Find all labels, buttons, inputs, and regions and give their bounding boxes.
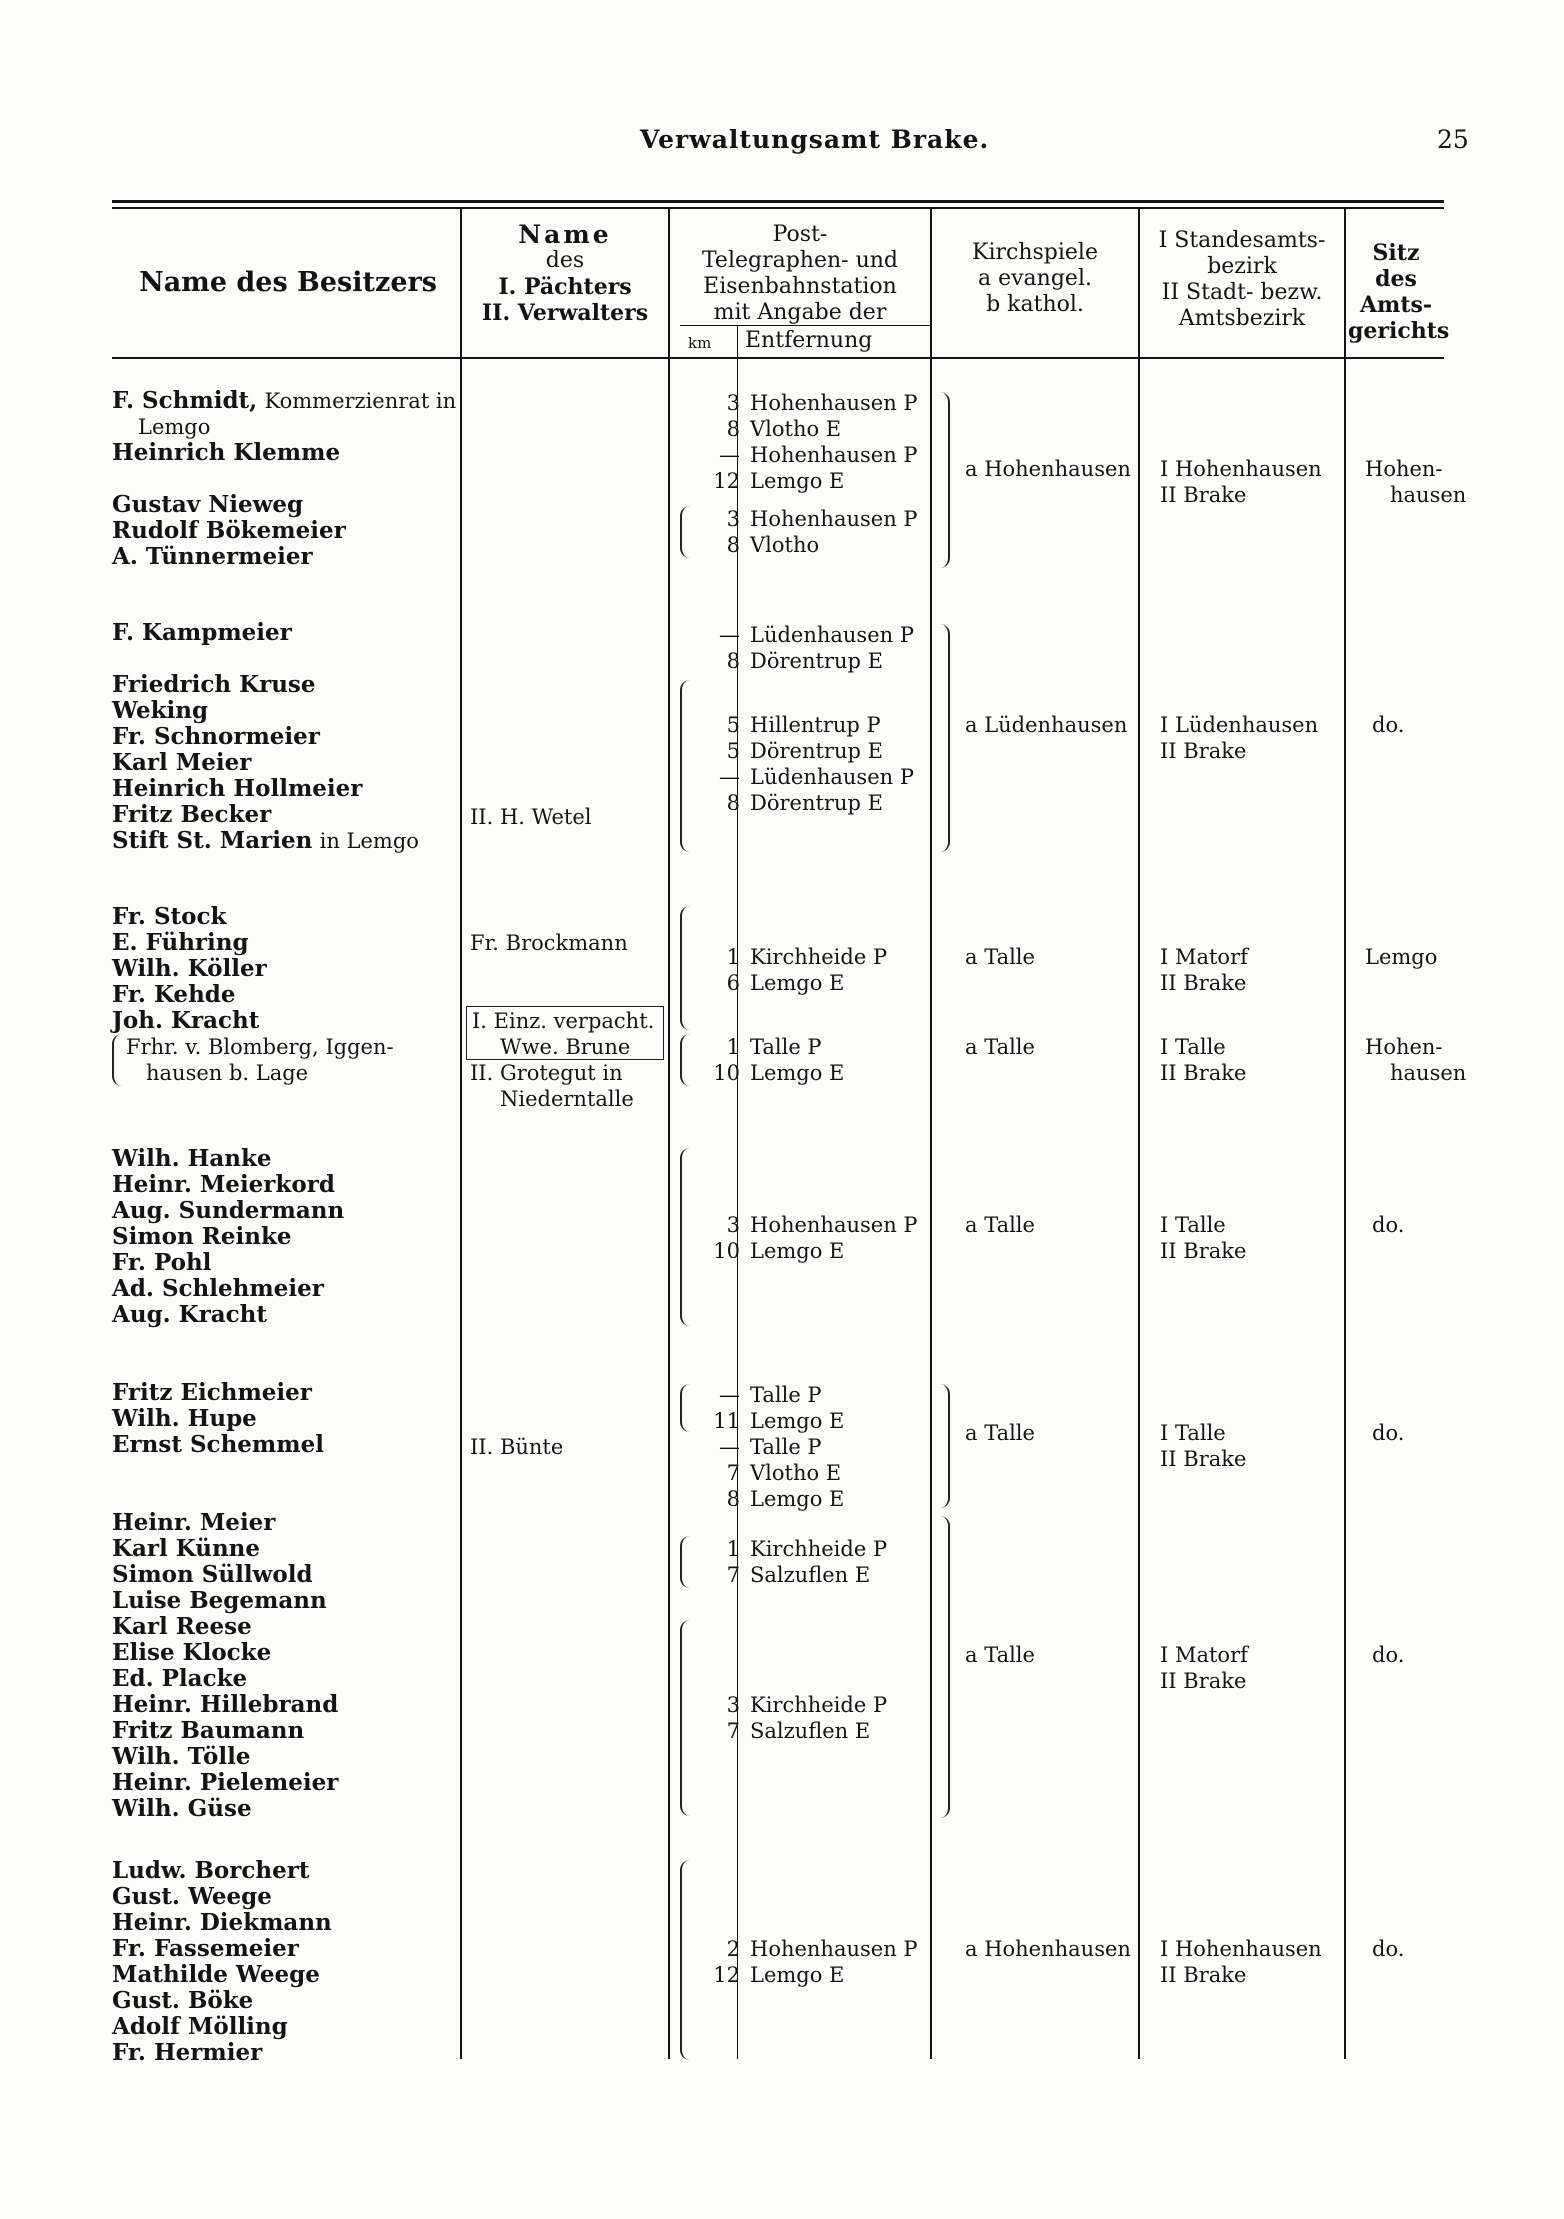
owner-row: Aug. Kracht [112, 1301, 268, 1328]
tenant-h2: des [545, 248, 585, 273]
km-brace [680, 1536, 690, 1588]
registry-h4: Amtsbezirk [1178, 306, 1306, 331]
owner-row: Heinr. Pielemeier [112, 1769, 339, 1796]
owner-row: Karl Künne [112, 1535, 261, 1562]
owner-row: Fr. Schnormeier [112, 723, 320, 750]
km-value: 1 [726, 1537, 740, 1561]
col-header-registry [1142, 228, 1342, 332]
top-rule-2 [112, 207, 1444, 209]
station: Hohenhausen P [750, 443, 918, 467]
station: Lemgo E [750, 1239, 845, 1263]
km-value: 6 [726, 971, 740, 995]
station-brace [940, 392, 950, 568]
registry: I Lüdenhausen [1160, 713, 1319, 737]
station: Dörentrup E [750, 649, 883, 673]
km-brace [680, 1148, 690, 1326]
tenant: II. Bünte [470, 1435, 564, 1459]
station: Lemgo E [750, 1409, 845, 1433]
owner-row: Joh. Kracht [112, 1007, 260, 1034]
court: Lemgo [1365, 945, 1438, 969]
owner-row: Fr. Fassemeier [112, 1935, 299, 1962]
post-h3: Eisenbahnstation [703, 274, 897, 299]
km-value: 1 [726, 945, 740, 969]
km-value: 3 [726, 1213, 740, 1237]
owner-row: Gust. Böke [112, 1987, 254, 2014]
col-header-owner: Name des Besitzers [139, 267, 437, 298]
parish: a Talle [965, 1035, 1035, 1059]
page-number: 25 [1437, 125, 1469, 154]
tenant-h3: I. Pächters [498, 274, 632, 300]
owner-row: Fritz Becker [112, 801, 272, 828]
court-h3: gerichts [1348, 318, 1450, 344]
km-brace [680, 506, 690, 558]
station: Vlotho E [750, 417, 842, 441]
owner-row: F. Schmidt, Kommerzienrat in [112, 387, 457, 414]
km-brace [680, 1384, 690, 1432]
col-header-post [672, 222, 928, 326]
owner-row: Ad. Schlehmeier [112, 1275, 324, 1302]
owner-row: Luise Begemann [112, 1587, 327, 1614]
tenant-line: I. Einz. verpacht. [472, 1009, 655, 1033]
court: hausen [1390, 483, 1467, 507]
registry: II Brake [1160, 1239, 1247, 1263]
station: Dörentrup E [750, 739, 883, 763]
registry: I Hohenhausen [1160, 1937, 1322, 1961]
station: Kirchheide P [750, 1537, 888, 1561]
station: Kirchheide P [750, 1693, 888, 1717]
owner-row: Friedrich Kruse [112, 671, 316, 698]
court: do. [1372, 1937, 1405, 1961]
km-value: 3 [726, 1693, 740, 1717]
owner-row: Rudolf Bökemeier [112, 517, 346, 544]
court-h2: Amts- [1359, 292, 1433, 318]
km-value: 8 [726, 533, 740, 557]
km-value: 1 [726, 1035, 740, 1059]
station: Lüdenhausen P [750, 623, 914, 647]
parish: a Talle [965, 1213, 1035, 1237]
page-title: Verwaltungsamt Brake. [640, 125, 990, 154]
km-value: 8 [726, 791, 740, 815]
court: do. [1372, 713, 1405, 737]
station: Lemgo E [750, 1963, 845, 1987]
parish: a Hohenhausen [965, 457, 1131, 481]
parish: a Lüdenhausen [965, 713, 1128, 737]
station-brace [940, 1384, 950, 1508]
registry: I Hohenhausen [1160, 457, 1322, 481]
owner-row: Fritz Baumann [112, 1717, 305, 1744]
owner-row: Elise Klocke [112, 1639, 272, 1666]
col-line-3 [930, 209, 932, 2059]
parish-h2: a evangel. [978, 266, 1092, 291]
court: hausen [1390, 1061, 1467, 1085]
registry: II Brake [1160, 1061, 1247, 1085]
km-value: 5 [726, 713, 740, 737]
tenant-line: Wwe. Brune [500, 1035, 631, 1059]
km-value: — [719, 765, 740, 789]
km-value: 3 [726, 507, 740, 531]
km-value: 11 [713, 1409, 740, 1433]
owner-row: Gust. Weege [112, 1883, 272, 1910]
owner-row: Heinr. Hillebrand [112, 1691, 339, 1718]
station: Dörentrup E [750, 791, 883, 815]
km-value: 7 [726, 1461, 740, 1485]
registry: I Matorf [1160, 945, 1248, 969]
court-h1: Sitz des [1372, 240, 1420, 292]
court: Hohen- [1365, 457, 1443, 481]
registry: II Brake [1160, 739, 1247, 763]
station: Lüdenhausen P [750, 765, 914, 789]
km-value: 8 [726, 417, 740, 441]
owner-row: Heinr. Meier [112, 1509, 276, 1536]
owner-row: Wilh. Hupe [112, 1405, 257, 1432]
km-value: 12 [713, 469, 740, 493]
owner-row: Heinrich Klemme [112, 439, 341, 466]
station: Talle P [750, 1435, 822, 1459]
post-h1: Post- [772, 222, 828, 247]
owner-row: Heinrich Hollmeier [112, 775, 363, 802]
owner-row: Aug. Sundermann [112, 1197, 345, 1224]
station: Hohenhausen P [750, 507, 918, 531]
station: Lemgo E [750, 971, 845, 995]
station: Salzuflen E [750, 1719, 871, 1743]
court: do. [1372, 1213, 1405, 1237]
owner-row: Wilh. Tölle [112, 1743, 251, 1770]
registry: II Brake [1160, 1963, 1247, 1987]
station: Hillentrup P [750, 713, 881, 737]
owner-row: Wilh. Hanke [112, 1145, 272, 1172]
owner-row: Fr. Stock [112, 903, 227, 930]
post-h-km: km [688, 334, 712, 352]
km-value: — [719, 443, 740, 467]
station: Hohenhausen P [750, 1213, 918, 1237]
owner-row: Wilh. Köller [112, 955, 267, 982]
station: Salzuflen E [750, 1563, 871, 1587]
station: Lemgo E [750, 1061, 845, 1085]
km-brace [680, 1860, 690, 2060]
owner-row: Wilh. Güse [112, 1795, 252, 1822]
km-brace [680, 1620, 690, 1816]
registry: I Talle [1160, 1213, 1226, 1237]
tenant-h4: II. Verwalters [481, 300, 649, 326]
owner-row: Adolf Mölling [112, 2013, 288, 2040]
owner-row: Fr. Hermier [112, 2039, 263, 2066]
parish: a Talle [965, 945, 1035, 969]
parish: a Talle [965, 1643, 1035, 1667]
km-value: 3 [726, 391, 740, 415]
station: Lemgo E [750, 1487, 845, 1511]
owner-row: Karl Meier [112, 749, 252, 776]
station: Vlotho E [750, 1461, 842, 1485]
station: Hohenhausen P [750, 391, 918, 415]
station: Talle P [750, 1383, 822, 1407]
header-bottom-rule [112, 357, 1444, 359]
km-value: 10 [713, 1239, 740, 1263]
owner-row: Ludw. Borchert [112, 1857, 310, 1884]
tenant-line: II. Grotegut in [470, 1061, 623, 1085]
owner-row: Fr. Kehde [112, 981, 236, 1008]
owner-row: Ernst Schemmel [112, 1431, 324, 1458]
registry: I Talle [1160, 1421, 1226, 1445]
owner-row: Weking [112, 697, 209, 724]
owner-row: Frhr. v. Blomberg, Iggen- [126, 1035, 394, 1059]
registry: II Brake [1160, 971, 1247, 995]
owner-row: Mathilde Weege [112, 1961, 320, 1988]
owner-row: Karl Reese [112, 1613, 252, 1640]
station: Kirchheide P [750, 945, 888, 969]
owner-row: Gustav Nieweg [112, 491, 304, 518]
col-line-5 [1344, 209, 1346, 2059]
km-value: 5 [726, 739, 740, 763]
registry: II Brake [1160, 1669, 1247, 1693]
col-header-parish [934, 240, 1136, 318]
km-value: 8 [726, 1487, 740, 1511]
owner-row: Heinr. Diekmann [112, 1909, 332, 1936]
owner-row: Stift St. Marien in Lemgo [112, 827, 419, 854]
post-h5: Entfernung [745, 328, 873, 353]
court: do. [1372, 1643, 1405, 1667]
registry: I Talle [1160, 1035, 1226, 1059]
post-h4: mit Angabe der [713, 300, 887, 325]
court: Hohen- [1365, 1035, 1443, 1059]
station-brace [940, 1516, 950, 1818]
owner-row: E. Führing [112, 929, 249, 956]
station: Talle P [750, 1035, 822, 1059]
owner-row: Fr. Pohl [112, 1249, 212, 1276]
owner-row: F. Kampmeier [112, 619, 292, 646]
col-line-2 [668, 209, 670, 2059]
court: do. [1372, 1421, 1405, 1445]
tenant-h1: Name [518, 220, 612, 249]
km-value: 7 [726, 1563, 740, 1587]
owner-row: A. Tünnermeier [112, 543, 313, 570]
top-rule [112, 200, 1444, 203]
owner-row: Ed. Placke [112, 1665, 248, 1692]
owner-row: Lemgo [138, 415, 211, 439]
registry-h1: I Standesamts- [1158, 228, 1326, 253]
registry: I Matorf [1160, 1643, 1248, 1667]
km-value: — [719, 1435, 740, 1459]
station: Hohenhausen P [750, 1937, 918, 1961]
col-line-km [737, 325, 738, 2059]
km-value: 7 [726, 1719, 740, 1743]
owner-row: Heinr. Meierkord [112, 1171, 335, 1198]
owner-row: hausen b. Lage [146, 1061, 309, 1085]
registry: II Brake [1160, 1447, 1247, 1471]
km-brace [680, 906, 690, 1030]
owner-row: Simon Reinke [112, 1223, 292, 1250]
km-value: — [719, 623, 740, 647]
owner-row: Simon Süllwold [112, 1561, 313, 1588]
registry: II Brake [1160, 483, 1247, 507]
station-brace [940, 624, 950, 852]
parish-h1: Kirchspiele [972, 240, 1098, 265]
parish: a Talle [965, 1421, 1035, 1445]
tenant: Fr. Brockmann [470, 931, 628, 955]
parish: a Hohenhausen [965, 1937, 1131, 1961]
post-h2: Telegraphen- und [701, 248, 899, 273]
km-value: 2 [726, 1937, 740, 1961]
parish-h3: b kathol. [986, 292, 1084, 317]
km-brace [680, 680, 690, 852]
km-brace [680, 1034, 690, 1086]
station: Lemgo E [750, 469, 845, 493]
tenant-line: Niederntalle [500, 1087, 634, 1111]
tenant: II. H. Wetel [470, 805, 592, 829]
km-value: 8 [726, 649, 740, 673]
km-value: 10 [713, 1061, 740, 1085]
registry-h3: II Stadt- bezw. [1161, 280, 1323, 305]
km-value: — [719, 1383, 740, 1407]
col-line-4 [1138, 209, 1140, 2059]
col-header-tenant [465, 222, 665, 326]
col-line-1 [460, 209, 462, 2059]
registry-h2: bezirk [1207, 254, 1277, 279]
col-header-court [1348, 240, 1450, 344]
owner-row: Fritz Eichmeier [112, 1379, 312, 1406]
owner-brace [112, 1034, 122, 1086]
station: Vlotho [750, 533, 820, 557]
km-value: 12 [713, 1963, 740, 1987]
